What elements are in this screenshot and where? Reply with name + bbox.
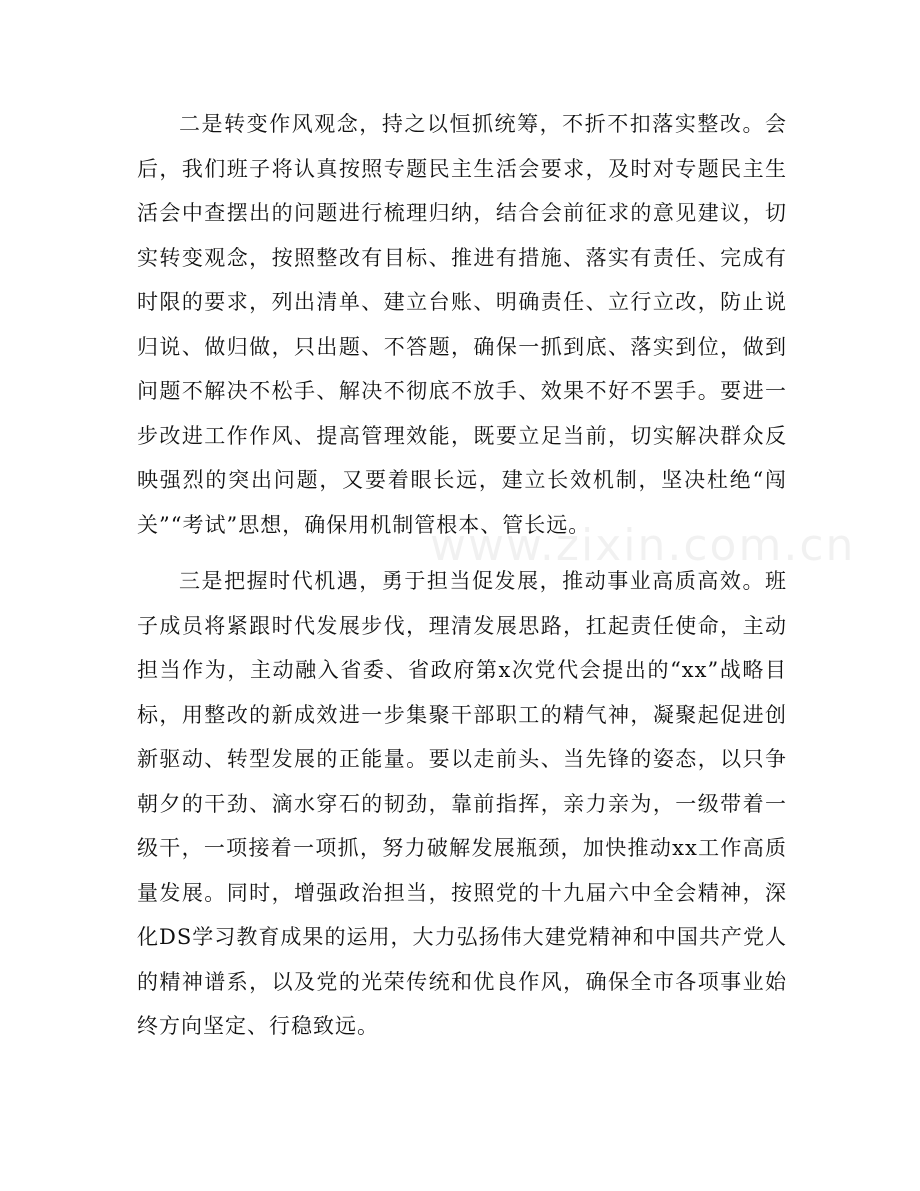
paragraph-1: 二是转变作风观念，持之以恒抓统筹，不折不扣落实整改。会后，我们班子将认真按照专题民主生活会要求，及时对专题民主生活会中查摆出的问题进行梳理归纳，结合会前征求的意见建议，切实转变观念，按照整改有目标、推进有措施、落实有责任、完成有时限的要求，列出清单、建立台账、明确责任、立行立改，防止说归说、做归做，只出题、不答题，确保一抓到底、落实到位，做到问题不解决不松手、解决不彻底不放手、效果不好不罢手。要进一步改进工作作风、提高管理效能，既要立足当前，切实解决群众反映强烈的突出问题，又要着眼长远，建立长效机制，坚决杜绝“闯关”“考试”思想，确保用机制管根本、管长远。: [137, 112, 787, 537]
paragraph-2: 三是把握时代机遇，勇于担当促发展，推动事业高质高效。班子成员将紧跟时代发展步伐，理清发展思路，扛起责任使命，主动担当作为，主动融入省委、省政府第x次党代会提出的“xx”战略目标，用整改的新成效进一步集聚干部职工的精气神，凝聚起促进创新驱动、转型发展的正能量。要以走前头、当先锋的姿态，以只争朝夕的干劲、滴水穿石的韧劲，靠前指挥，亲力亲为，一级带着一级干，一项接着一项抓，努力破解发展瓶颈，加快推动xx工作高质量发展。同时，增强政治担当，按照党的十九届六中全会精神，深化DS学习教育成果的运用，大力弘扬伟大建党精神和中国共产党人的精神谱系，以及党的光荣传统和优良作风，确保全市各项事业始终方向坚定、行稳致远。: [137, 569, 787, 1038]
watermark: www.zixin.com.cn: [430, 520, 856, 571]
document-body: [137, 102, 787, 1049]
